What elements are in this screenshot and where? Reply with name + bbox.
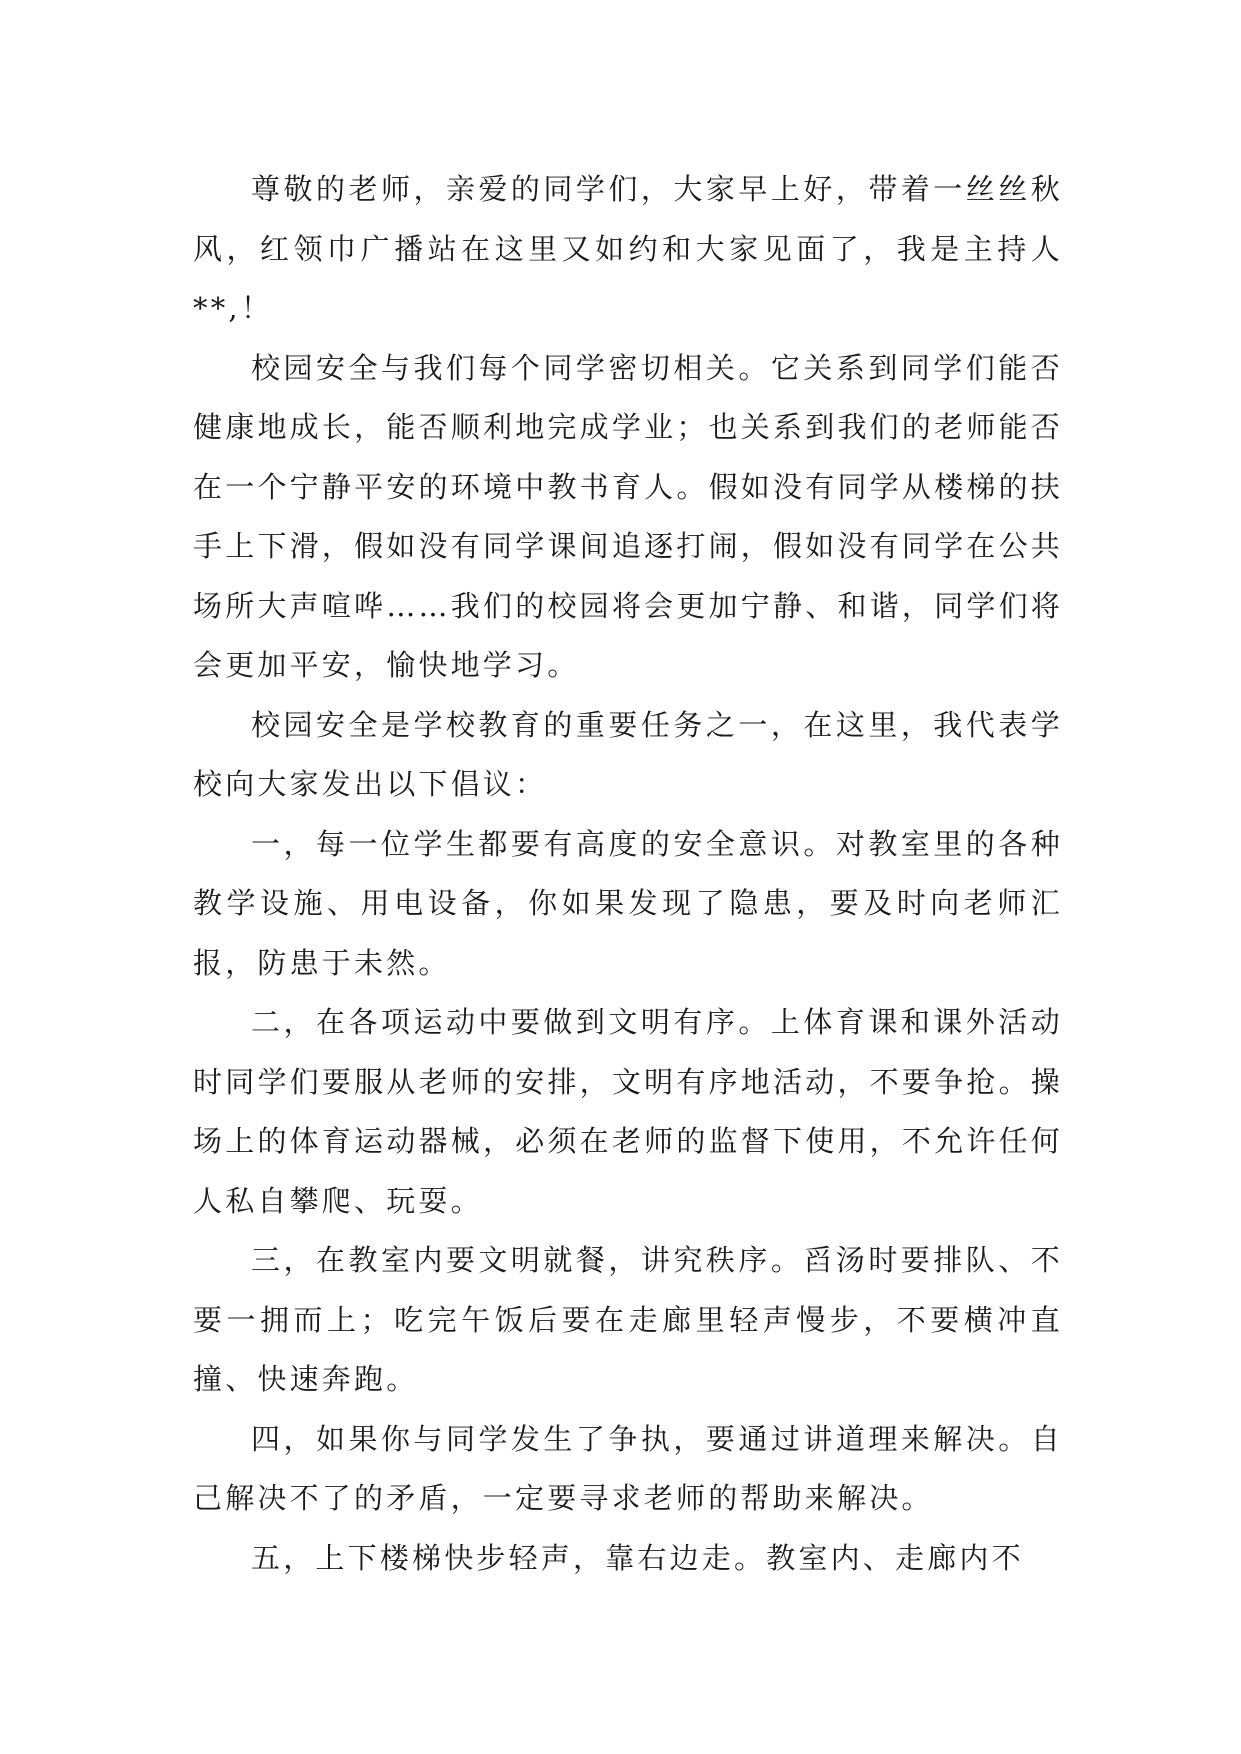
document-body <box>193 160 1063 1588</box>
proposal-item-4: 四，如果你与同学发生了争执，要通过讲道理来解决。自己解决不了的矛盾，一定要寻求老师的帮助来解决。 <box>193 1421 1063 1515</box>
proposal-intro-paragraph: 校园安全是学校教育的重要任务之一，在这里，我代表学校向大家发出以下倡议： <box>193 707 1063 801</box>
proposal-item-2: 二，在各项运动中要做到文明有序。上体育课和课外活动时同学们要服从老师的安排，文明有序地活动，不要争抢。操场上的体育运动器械，必须在老师的监督下使用，不允许任何人私自攀爬、玩耍。 <box>193 1005 1063 1218</box>
campus-safety-paragraph: 校园安全与我们每个同学密切相关。它关系到同学们能否健康地成长，能否顺利地完成学业；也关系到我们的老师能否在一个宁静平安的环境中教书育人。假如没有同学从楼梯的扶手上下滑，假如没有同学课间追逐打闹，假如没有同学在公共场所大声喧哗……我们的校园将会更加宁静、和谐，同学们将会更加平安，愉快地学习。 <box>193 350 1063 682</box>
proposal-item-3: 三，在教室内要文明就餐，讲究秩序。舀汤时要排队、不要一拥而上；吃完午饭后要在走廊里轻声慢步，不要横冲直撞、快速奔跑。 <box>193 1243 1063 1396</box>
proposal-item-5: 五，上下楼梯快步轻声，靠右边走。教室内、走廊内不 <box>251 1540 1024 1575</box>
greeting-paragraph: 尊敬的老师，亲爱的同学们，大家早上好，带着一丝丝秋风，红领巾广播站在这里又如约和大家见面了，我是主持人**,！ <box>193 172 1063 325</box>
proposal-item-1: 一，每一位学生都要有高度的安全意识。对教室里的各种教学设施、用电设备，你如果发现了隐患，要及时向老师汇报，防患于未然。 <box>193 826 1063 980</box>
